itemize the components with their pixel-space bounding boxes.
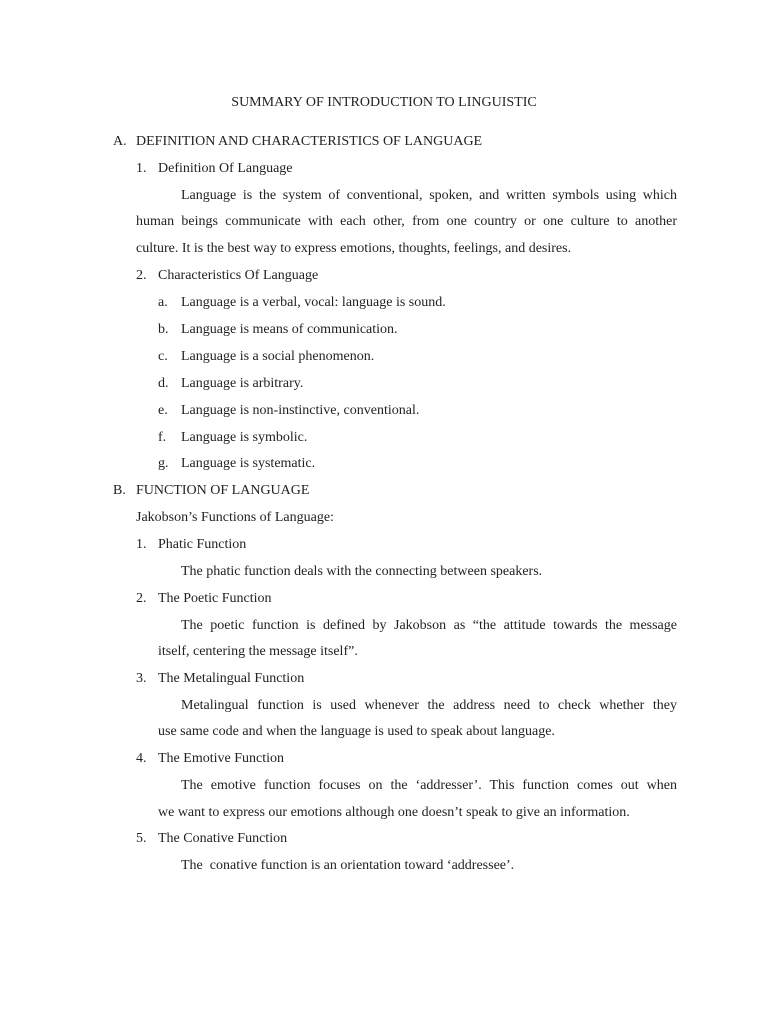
list-item: Language is systematic. — [181, 456, 316, 471]
list-item: Language is a social phenomenon. — [181, 349, 375, 364]
a2-marker: 2. — [136, 268, 147, 283]
list-item-marker: a. — [158, 295, 168, 310]
list-item-marker: d. — [158, 376, 169, 391]
list-item: Language is means of communication. — [181, 322, 398, 337]
b1-heading: Phatic Function — [158, 537, 247, 552]
b1-paragraph-line-1: The phatic function deals with the connecting between speakers. — [181, 564, 543, 579]
b2-paragraph-line-2: itself, centering the message itself”. — [158, 644, 358, 659]
list-item-marker: c. — [158, 349, 168, 364]
b3-paragraph-line-2: use same code and when the language is used to speak about language. — [158, 724, 555, 739]
document-title: SUMMARY OF INTRODUCTION TO LINGUISTIC — [231, 95, 537, 110]
section-b-intro: Jakobson’s Functions of Language: — [136, 510, 334, 525]
list-item-marker: g. — [158, 456, 169, 471]
b3-heading: The Metalingual Function — [158, 671, 305, 686]
b1-marker: 1. — [136, 537, 147, 552]
a1-paragraph-line-2: human beings communicate with each other, from one country or one culture to another — [136, 214, 677, 229]
a1-paragraph-line-1: Language is the system of conventional, spoken, and written symbols using which — [181, 188, 677, 203]
b2-marker: 2. — [136, 591, 147, 606]
b4-paragraph-line-2: we want to express our emotions although one doesn’t speak to give an information. — [158, 805, 630, 820]
b4-heading: The Emotive Function — [158, 751, 284, 766]
section-b-marker: B. — [113, 483, 126, 498]
b4-paragraph-line-1: The emotive function focuses on the ‘addresser’. This function comes out when — [181, 778, 677, 793]
list-item-marker: e. — [158, 403, 168, 418]
a2-heading: Characteristics Of Language — [158, 268, 319, 283]
list-item: Language is non-instinctive, conventional. — [181, 403, 420, 418]
b2-heading: The Poetic Function — [158, 591, 272, 606]
b4-marker: 4. — [136, 751, 147, 766]
list-item: Language is arbitrary. — [181, 376, 304, 391]
b5-heading: The Conative Function — [158, 831, 288, 846]
section-a-marker: A. — [113, 134, 127, 149]
section-a-heading: DEFINITION AND CHARACTERISTICS OF LANGUAGE — [136, 134, 483, 149]
section-b-heading: FUNCTION OF LANGUAGE — [136, 483, 310, 498]
a1-heading: Definition Of Language — [158, 161, 293, 176]
list-item: Language is symbolic. — [181, 430, 308, 445]
list-item-marker: b. — [158, 322, 169, 337]
list-item-marker: f. — [158, 430, 167, 445]
list-item: Language is a verbal, vocal: language is sound. — [181, 295, 446, 310]
a1-marker: 1. — [136, 161, 147, 176]
b3-paragraph-line-1: Metalingual function is used whenever the address need to check whether they — [181, 698, 677, 713]
b5-paragraph-line-1: The conative function is an orientation toward ‘addressee’. — [181, 858, 515, 873]
b3-marker: 3. — [136, 671, 147, 686]
a1-paragraph-line-3: culture. It is the best way to express emotions, thoughts, feelings, and desires. — [136, 241, 572, 256]
b5-marker: 5. — [136, 831, 147, 846]
b2-paragraph-line-1: The poetic function is defined by Jakobson as “the attitude towards the message — [181, 618, 677, 633]
